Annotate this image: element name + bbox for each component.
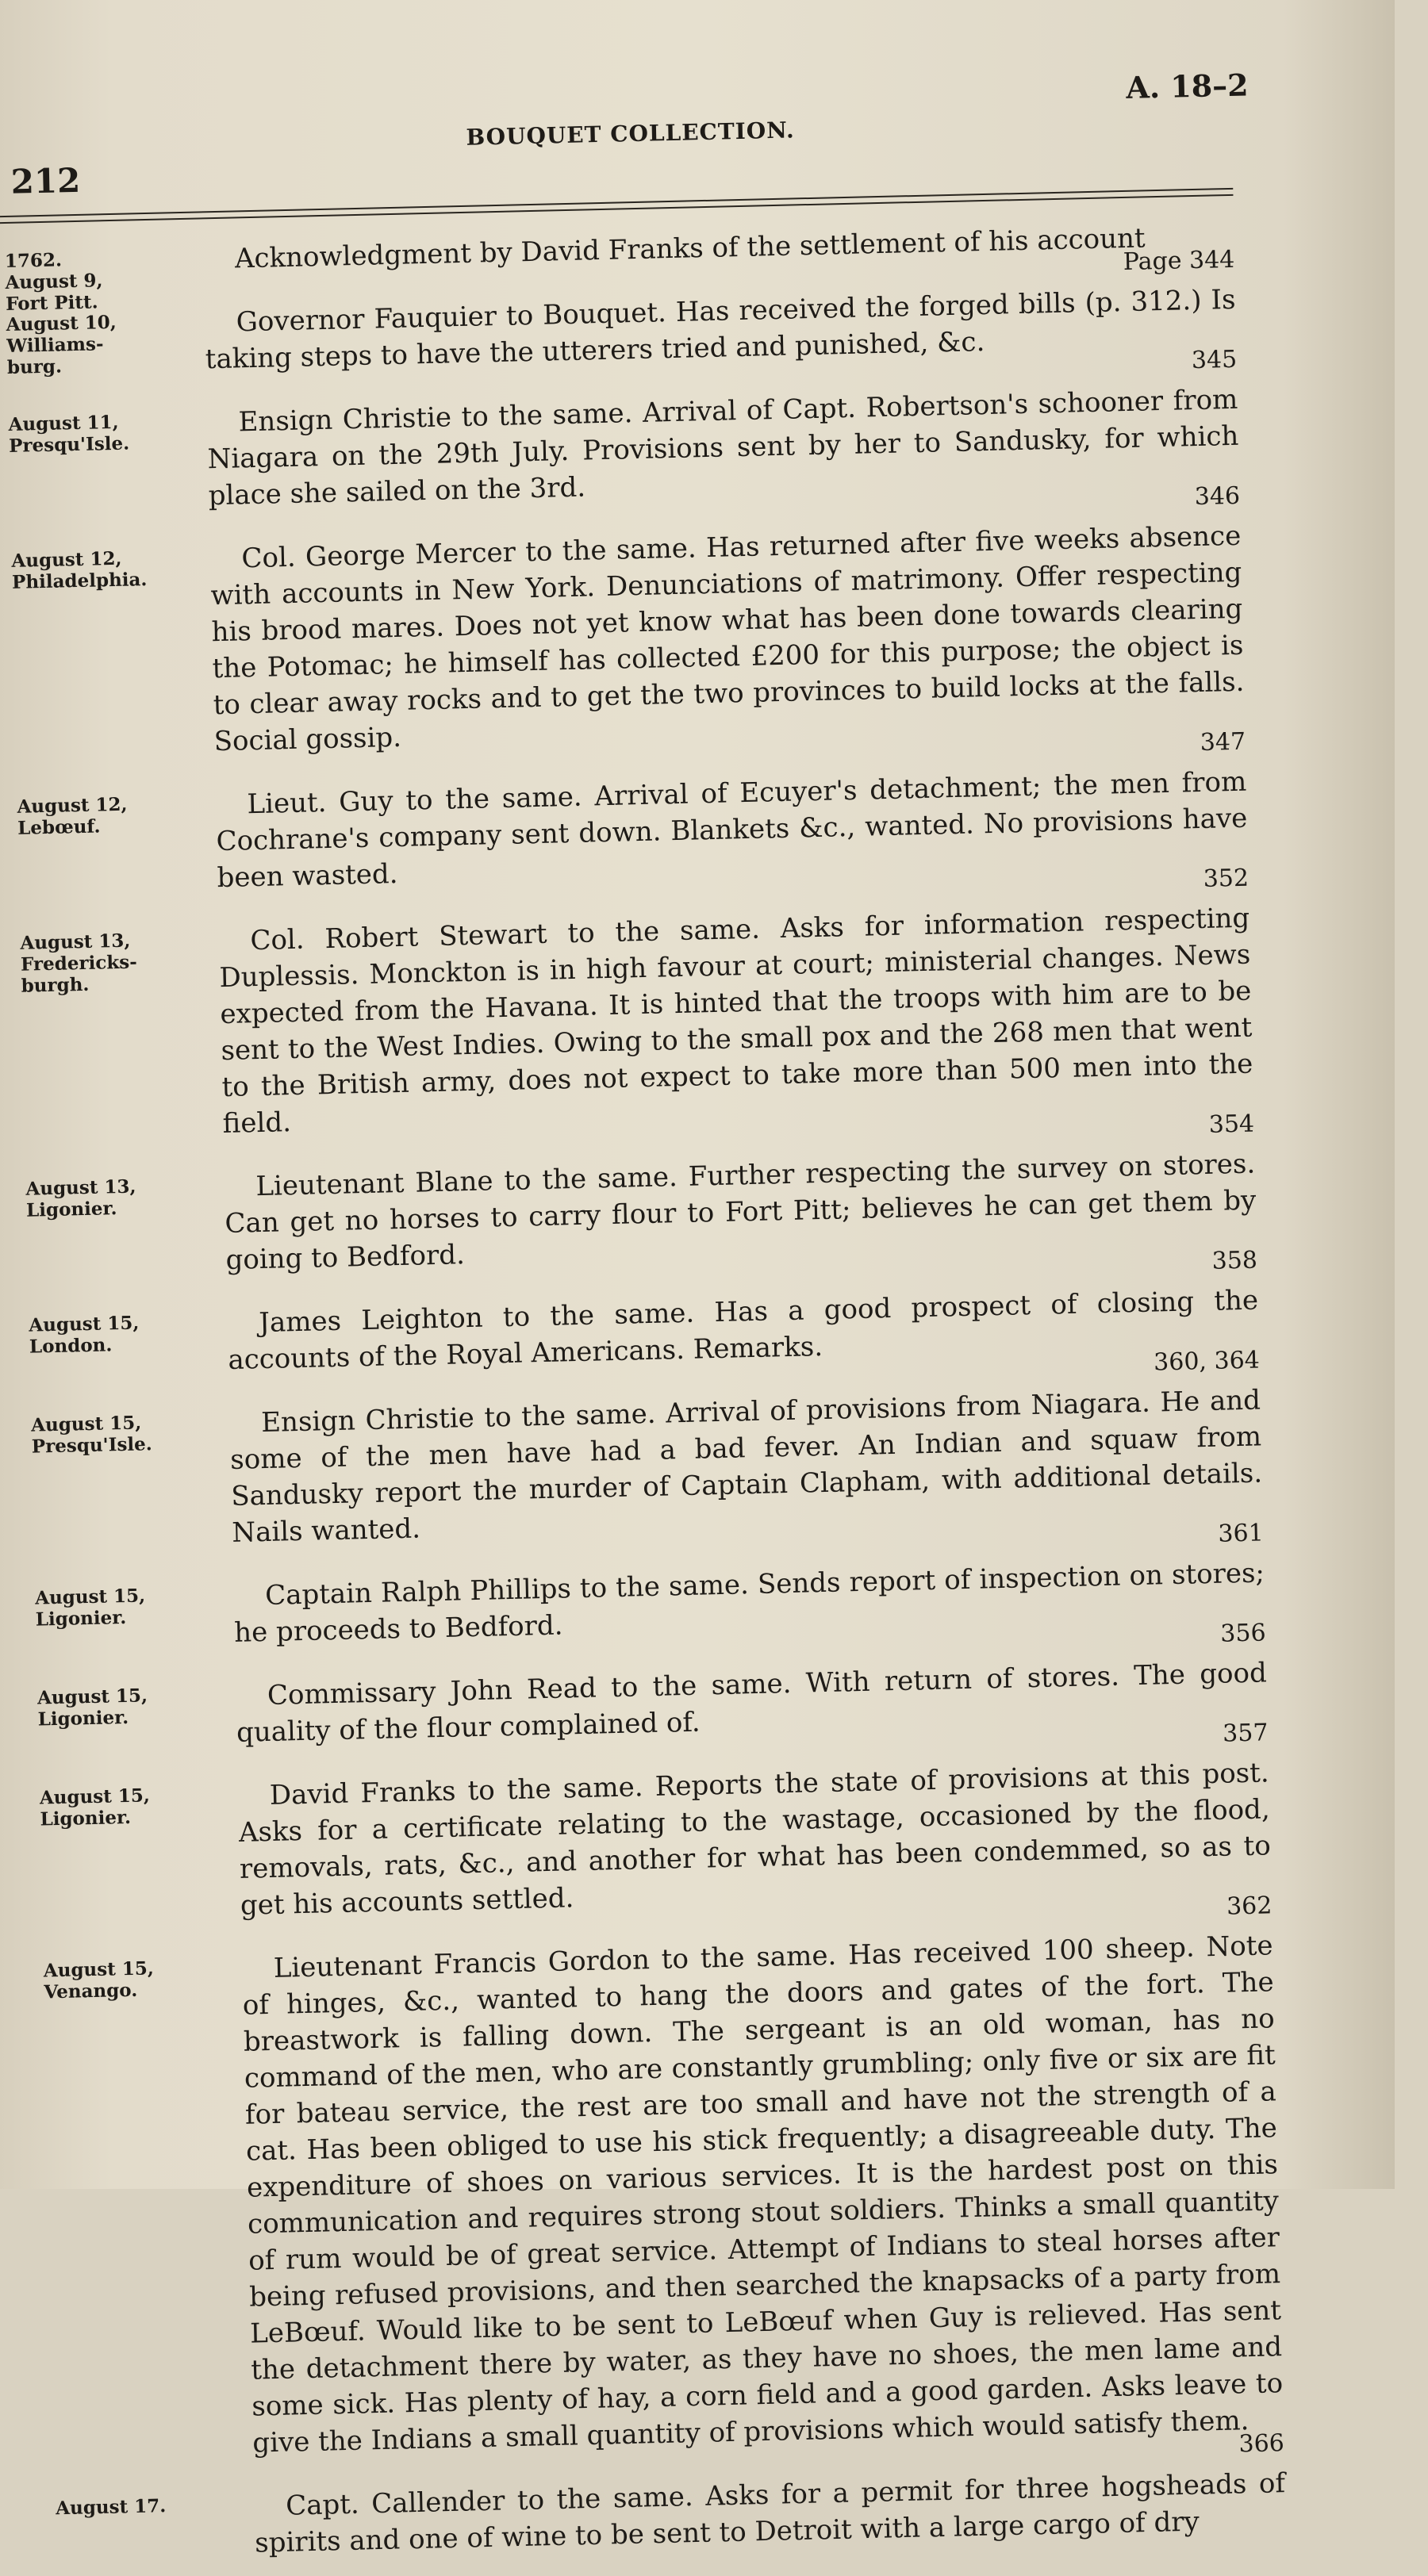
entry-text <box>254 2465 1287 2561</box>
calendar-entry <box>17 763 1273 918</box>
entry-text <box>224 1146 1257 1296</box>
date-line: Presqu'Isle. <box>31 1433 153 1458</box>
calendar-entry <box>37 1654 1292 1773</box>
date-line: Ligonier. <box>25 1198 117 1221</box>
entry-summary: Ensign Christie to the same. Arrival of provisions from Niagara. He and some of the men have had a bad fever. An Indian and squaw from Sandusky report the murder of Captain Clapham, with additional details. Nails wanted. <box>229 1384 1263 1549</box>
entry-page-reference: Page 344 <box>1123 245 1235 277</box>
date-line: Ligonier. <box>40 1806 132 1830</box>
calendar-entry <box>35 1554 1290 1673</box>
entry-date-place <box>56 2494 239 2519</box>
entry-text <box>229 1382 1264 1568</box>
calendar-entry <box>25 1145 1281 1301</box>
entry-text <box>202 218 1234 295</box>
entry-summary: Col. George Mercer to the same. Has returned after five weeks absence with accounts in New York. Denunciations of matrimony. Offer respecting his brood mares. Does not yet know what has been done towards clearing the Potomac; he himself has collected £200 for this purpose; the object is to clear away rocks and to get the two provinces to build locks at the falls. Social gossip. <box>210 519 1245 758</box>
header-rule-top <box>0 188 1233 217</box>
entry-date-place <box>8 410 191 457</box>
entry-page-reference: 354 <box>1208 1110 1255 1139</box>
date-line: burgh. <box>21 973 90 997</box>
entry-text <box>209 518 1246 777</box>
entry-date-place <box>25 1174 209 1221</box>
entry-summary: Lieut. Guy to the same. Arrival of Ecuyer's detachment; the men from Cochrane's company sent down. Blankets &c., wanted. No provisions have been wasted. <box>216 765 1248 895</box>
entry-page-reference: 357 <box>1222 1719 1269 1748</box>
calendar-entry <box>8 381 1264 536</box>
date-line: August 15, <box>30 1412 142 1436</box>
entry-text <box>233 1554 1266 1668</box>
entry-summary: Governor Fauquier to Bouquet. Has received the forged bills (p. 312.) Is taking steps to have the utterers tried and punished, &c. <box>205 283 1236 376</box>
date-line: 1762. <box>4 249 63 273</box>
entry-page-reference: 362 <box>1226 1892 1273 1921</box>
date-line: Fort Pitt. <box>5 291 98 315</box>
date-line: August 15, <box>43 1957 155 1982</box>
calendar-entry <box>56 2464 1311 2566</box>
entry-text <box>215 764 1249 914</box>
entry-summary: James Leighton to the same. Has a good prospect of closing the accounts of the Royal Americans. Remarks. <box>227 1284 1259 1376</box>
entry-summary: Acknowledgment by David Franks of the settlement of his account <box>234 222 1146 275</box>
entry-date-place <box>20 929 204 997</box>
header-rule-bottom <box>0 194 1233 224</box>
calendar-entry <box>11 517 1269 782</box>
entry-summary: David Franks to the same. Reports the state of provisions at this post. Asks for a certificate relating to the wastage, occasioned by the flood, removals, rats, &c., and another for what has been condemmed, so as to get his accounts settled. <box>238 1757 1272 1922</box>
entry-date-place <box>44 1956 227 2003</box>
date-line: Lebœuf. <box>17 815 101 839</box>
entry-text <box>206 381 1240 531</box>
entry-text <box>218 900 1254 1160</box>
date-line: Williams- <box>6 333 104 357</box>
calendar-entry <box>39 1754 1296 1946</box>
date-line: Fredericks- <box>20 951 138 976</box>
date-line: August 13, <box>25 1175 136 1200</box>
entry-summary: Capt. Callender to the same. Asks for a permit for three hogsheads of spirits and one of wine to be sent to Detroit with a large cargo of dry <box>254 2467 1286 2559</box>
date-line: August 17. <box>55 2495 167 2520</box>
calendar-entry <box>31 1382 1288 1574</box>
date-line: August 15, <box>39 1784 151 1809</box>
entry-summary: Lieutenant Blane to the same. Further respecting the survey on stores. Can get no horses to carry flour to Fort Pitt; believes he can get them by going to Bedford. <box>225 1148 1257 1277</box>
entry-summary: Commissary John Read to the same. With return of stores. The good quality of the flour complained of. <box>236 1657 1268 1749</box>
running-title: BOUQUET COLLECTION. <box>466 117 796 151</box>
entry-page-reference: 345 <box>1191 345 1238 375</box>
collection-reference: A. 18–2 <box>1125 67 1250 105</box>
date-line: Ligonier. <box>37 1706 129 1731</box>
calendar-entry <box>43 1927 1308 2484</box>
entry-page-reference: 347 <box>1200 727 1246 757</box>
date-line: August 15, <box>36 1685 148 1709</box>
date-line: Ligonier. <box>35 1606 127 1631</box>
entry-summary: Ensign Christie to the same. Arrival of Capt. Robertson's schooner from Niagara on the 29th July. Provisions sent by her to Sandusky, for which place she sailed on the 3rd. <box>207 383 1239 512</box>
calendar-entry <box>20 899 1278 1164</box>
entry-text <box>236 1654 1269 1768</box>
entry-summary: Col. Robert Stewart to the same. Asks for information respecting Duplessis. Monckton is in high favour at court; ministerial changes. News expected from the Havana. It is hinted that the troops with him are to be sent to the West Indies. Owing to the small pox and the 268 men that went to the British army, does not expect to take more than 500 men into the field. <box>219 902 1253 1140</box>
entry-date-place <box>6 310 190 378</box>
entry-page-reference: 358 <box>1211 1246 1258 1275</box>
calendar-entry <box>6 281 1261 400</box>
entry-date-place <box>17 792 200 839</box>
entry-date-place <box>40 1783 223 1830</box>
date-line: August 11, <box>8 411 119 435</box>
entry-page-reference: 352 <box>1203 864 1250 893</box>
date-line: Venango. <box>44 1979 138 2003</box>
date-line: Presqu'Isle. <box>8 432 130 457</box>
calendar-entry <box>29 1282 1284 1401</box>
entry-summary: Lieutenant Francis Gordon to the same. Has received 100 sheep. Note of hinges, &c., wanted to hang the doors and gates of the fort. The breastwork is falling down. The sergeant is an old woman, has no command of the men, who are constantly grumbling; only five or six are fit for bateau service, the rest are too small and have not the strength of a cat. Has been obliged to use his stick frequently; a disagreeable duty. The expenditure of shoes on various services. It is the hardest post on this communication and requires strong stout soldiers. Thinks a small quantity of rum would be of great service. Attempt of Indians to steal horses after being refused provisions, and then searched the knapsacks of a party from LeBœuf. Would like to be sent to LeBœuf when Guy is relieved. Has sent the detachment there by water, as they have no shoes, the men lame and some sick. Has plenty of hay, a corn field and a good garden. Asks leave to give the Indians a small quantity of provisions which would satisfy them. <box>242 1930 1284 2459</box>
date-line: August 12, <box>11 547 122 572</box>
date-line: Philadelphia. <box>11 569 148 593</box>
entry-date-place <box>11 546 194 593</box>
date-line: August 10, <box>6 311 117 335</box>
entry-text <box>204 282 1237 395</box>
entry-page-reference: 366 <box>1238 2429 1285 2459</box>
entry-page-reference: 346 <box>1194 481 1241 512</box>
date-line: August 13, <box>20 930 131 954</box>
entry-text <box>237 1754 1272 1941</box>
entry-summary: Captain Ralph Phillips to the same. Sends report of inspection on stores; he proceeds to Bedford. <box>233 1557 1265 1649</box>
entry-page-reference: 361 <box>1218 1519 1265 1548</box>
date-line: August 9, <box>5 270 103 294</box>
entry-text <box>227 1282 1260 1396</box>
date-line: London. <box>29 1334 113 1358</box>
entry-page-reference: 360, 364 <box>1153 1346 1261 1377</box>
calendar-entries <box>4 217 1310 2575</box>
entry-date-place <box>29 1310 212 1357</box>
date-line: August 15, <box>34 1585 146 1609</box>
entry-date-place <box>37 1683 221 1730</box>
entry-date-place <box>5 247 189 315</box>
date-line: burg. <box>6 355 63 378</box>
date-line: August 12, <box>17 793 128 818</box>
page-number: 212 <box>10 160 81 201</box>
entry-page-reference: 356 <box>1219 1619 1266 1648</box>
entry-date-place <box>35 1583 218 1630</box>
entry-text <box>241 1927 1284 2478</box>
entry-date-place <box>31 1410 214 1457</box>
date-line: August 15, <box>29 1312 140 1336</box>
